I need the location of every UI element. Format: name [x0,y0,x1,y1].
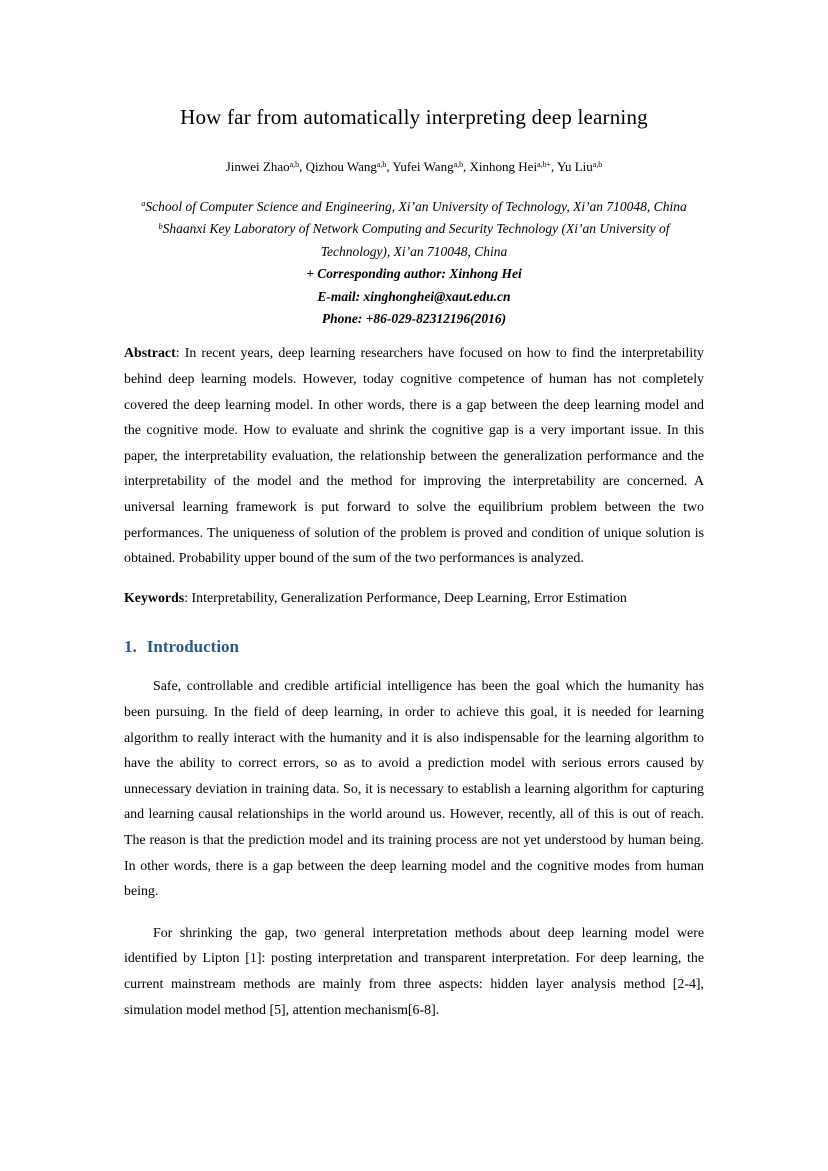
author [306,159,393,174]
author-separator: , [551,159,558,174]
author-affiliation-marker: a,b [376,159,387,169]
author-name: Xinhong Hei [469,159,538,174]
author-separator: , [299,159,306,174]
keywords-text: : Interpretability, Generalization Performance, Deep Learning, Error Estimation [184,590,627,606]
affiliation-text: Shaanxi Key Laboratory of Network Computing and Security Technology (Xi’an University of Technology), Xi’an 710048, China [162,221,670,259]
author-line [124,158,704,175]
abstract-label: Abstract [124,346,176,362]
affiliation-b [124,218,704,263]
author-separator: , [386,159,393,174]
author-separator: , [463,159,470,174]
corresponding-author-line: + Corresponding author: Xinhong Hei [306,266,522,282]
paper-title: How far from automatically interpreting deep learning [180,105,648,129]
phone-line: Phone: +86-029-82312196(2016) [321,311,507,327]
author-affiliation-marker: a,b [289,159,300,169]
section-title: Introduction [146,637,240,657]
affiliation-text: School of Computer Science and Engineering, Xi’an University of Technology, Xi’an 710048, China [145,199,687,214]
author [470,159,558,174]
abstract-paragraph [124,341,704,571]
email-line: E-mail: xinghonghei@xaut.edu.cn [317,288,511,304]
author [557,159,602,174]
keywords-line [124,586,704,612]
author [226,159,306,174]
intro-paragraph-2: For shrinking the gap, two general interpretation methods about deep learning model were identified by Lipton [1]: posting interpretation and transparent interpretation. For deep learning, the current mainstream methods are mainly from three aspects: hidden layer analysis method [2-4], simulation model method [5], attention mechanism[6-8]. [124,925,704,1018]
affiliation-block [124,196,704,330]
affiliation-marker: a [141,199,146,209]
author [392,159,469,174]
author-name: Yufei Wang [392,159,454,174]
author-affiliation-marker: a,b [453,159,464,169]
keywords-label: Keywords [124,590,185,606]
author-affiliation-marker: a,b [592,159,603,169]
affiliation-a [124,196,704,218]
author-name: Jinwei Zhao [225,159,290,174]
affiliation-marker: b [158,221,163,231]
author-name: Yu Liu [557,159,593,174]
intro-paragraph-1: Safe, controllable and credible artificial intelligence has been the goal which the humanity has been pursuing. In the field of deep learning, in order to achieve this goal, it is needed for learning algorithm to really interact with the humanity and it is also indispensable for the learning algorithm to have the ability to correct errors, so as to avoid a prediction model with serious errors caused by unnecessary deviation in training data. So, it is necessary to establish a learning algorithm for capturing and learning causal relationships in the world around us. However, recently, all of this is out of reach. The reason is that the prediction model and its training process are not yet understood by human being. In other words, there is a gap between the deep learning model and the cognitive modes from human being. [124,679,704,900]
abstract-text: : In recent years, deep learning researchers have focused on how to find the interpretability behind deep learning models. However, today cognitive competence of human has not completely covered the deep learning model. In other words, there is a gap between the deep learning model and the cognitive mode. How to evaluate and shrink the cognitive gap is a very important issue. In this paper, the interpretability evaluation, the relationship between the generalization performance and the interpretability of the model and the method for improving the interpretability are concerned. A universal learning framework is put forward to solve the equilibrium problem between the two performances. The uniqueness of solution of the problem is proved and condition of unique solution is obtained. Probability upper bound of the sum of the two performances is analyzed. [124,346,704,567]
section-heading-introduction [124,636,704,658]
author-name: Qizhou Wang [305,159,377,174]
author-affiliation-marker: a,b+ [537,159,552,169]
section-number: 1. [124,637,137,657]
